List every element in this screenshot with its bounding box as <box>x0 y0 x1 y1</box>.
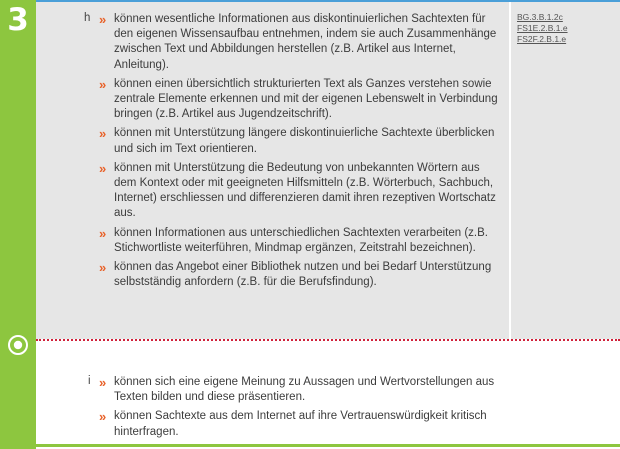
item-text: können mit Unterstützung die Bedeutung von unbekannten Wörtern aus dem Kontext oder mit geeigneten Hilfsmitteln (z.B. Wörterbuch, Sachbuch, Internet) erschliessen und differenzieren damit ihren rezeptiven Wortschatz aus. <box>114 161 496 220</box>
list-item <box>99 409 499 439</box>
list-item <box>99 226 499 256</box>
bullet-icon: » <box>99 76 107 92</box>
section-i-items <box>99 375 499 444</box>
section-letter-h: h <box>84 12 91 24</box>
item-text: können einen übersichtlich strukturierten Text als Ganzes verstehen sowie zentrale Elemente erkennen und mit der eigenen Lebenswelt in Verbindung bringen (z.B. Artikel aus Jugendzeitschrift). <box>114 77 498 121</box>
bullet-icon: » <box>99 160 107 176</box>
cross-reference-link[interactable]: FS1E.2.B.1.e <box>517 23 568 33</box>
list-item <box>99 260 499 290</box>
cross-references <box>517 12 568 45</box>
cross-reference-link[interactable]: FS2F.2.B.1.e <box>517 34 567 44</box>
item-text: können das Angebot einer Bibliothek nutzen und bei Bedarf Unterstützung selbstständig anfordern (z.B. für die Berufsfindung). <box>114 261 492 289</box>
bullet-icon: » <box>99 260 107 276</box>
column-divider <box>509 2 511 444</box>
bullet-icon: » <box>99 12 107 27</box>
bullet-icon: » <box>99 375 107 390</box>
item-text: können sich eine eigene Meinung zu Aussagen und Wertvorstellungen aus Texten bilden und diese präsentieren. <box>114 376 495 404</box>
target-circle-icon <box>7 334 29 356</box>
item-text: können Informationen aus unterschiedlichen Sachtexten verarbeiten (z.B. Stichwortliste weiterführen, Mindmap ergänzen, Zeitstrahl bezeichnen). <box>114 226 488 254</box>
list-item <box>99 161 499 222</box>
list-item <box>99 77 499 123</box>
bottom-rule <box>36 444 620 447</box>
bullet-icon: » <box>99 225 107 241</box>
competence-sidebar <box>0 0 36 449</box>
list-item <box>99 12 499 73</box>
bullet-icon: » <box>99 409 107 425</box>
section-h-items <box>99 12 499 294</box>
section-letter-i: i <box>88 375 91 387</box>
cross-reference-link[interactable]: BG.3.B.1.2c <box>517 12 563 22</box>
bullet-icon: » <box>99 126 107 142</box>
list-item <box>99 126 499 156</box>
dotted-divider <box>36 339 620 341</box>
item-text: können mit Unterstützung längere diskontinuierliche Sachtexte überblicken und sich im Text orientieren. <box>114 127 495 155</box>
list-item <box>99 375 499 405</box>
level-number: 3 <box>7 2 29 38</box>
item-text: können Sachtexte aus dem Internet auf ihre Vertrauenswürdigkeit kritisch hinterfragen. <box>114 410 487 438</box>
item-text: können wesentliche Informationen aus diskontinuierlichen Sachtexten für den eigenen Wissensaufbau entnehmen, indem sie auch Zusammenhänge zwischen Text und Abbildungen herstellen (z.B. Artikel aus Internet, Anleitung). <box>114 13 497 71</box>
